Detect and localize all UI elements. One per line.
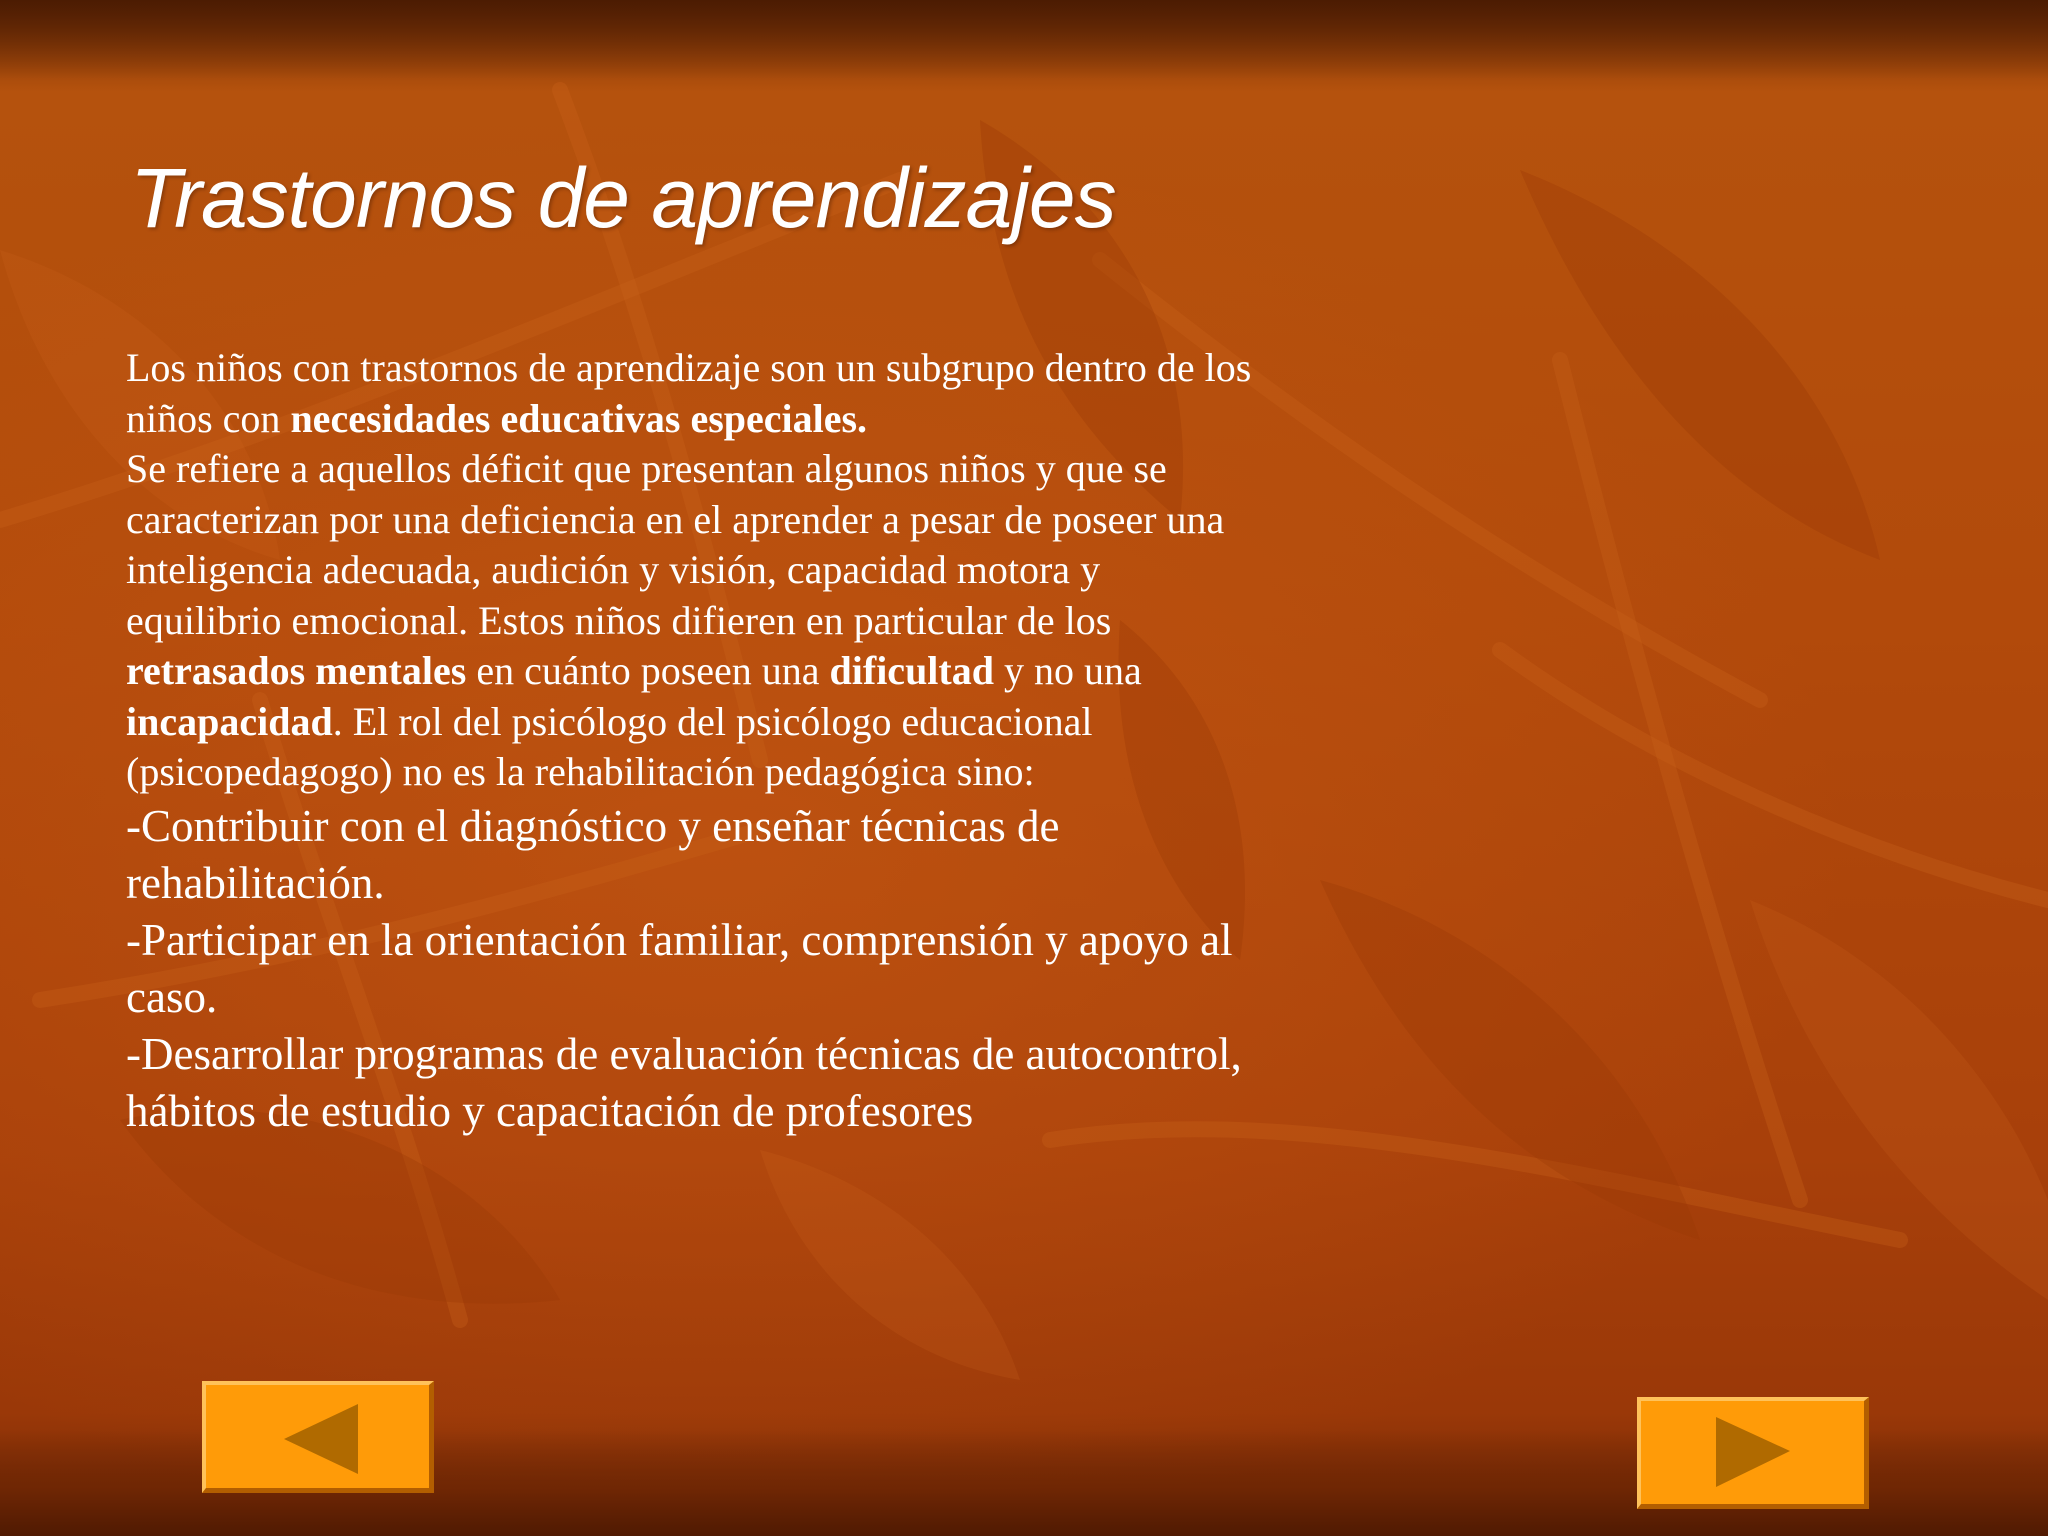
triangle-left-icon: [206, 1385, 429, 1488]
emphasis-text: necesidades educativas especiales.: [290, 395, 868, 441]
body-line: Los niños con trastornos de aprendizaje son un subgrupo dentro de los: [126, 345, 1252, 390]
body-line: caracterizan por una deficiencia en el aprender a pesar de poseer una: [126, 496, 1225, 542]
previous-slide-button[interactable]: [202, 1381, 434, 1493]
body-line: (psicopedagogo) no es la rehabilitación pedagógica sino:: [126, 749, 1035, 794]
body-line: equilibrio emocional. Estos niños difieren en particular de los: [126, 597, 1112, 643]
next-slide-button[interactable]: [1637, 1397, 1869, 1509]
list-item-line: -Contribuir con el diagnóstico y enseñar técnicas de: [126, 800, 1060, 851]
triangle-right-icon: [1641, 1401, 1864, 1504]
body-line: retrasados mentales en cuánto poseen una dificultad y no una: [126, 648, 1142, 693]
list-item-line: -Desarrollar programas de evaluación técnicas de autocontrol,: [126, 1028, 1242, 1079]
emphasis-text: incapacidad: [126, 698, 333, 744]
body-line: Se refiere a aquellos déficit que presentan algunos niños y que se: [126, 446, 1167, 491]
body-line: niños con necesidades educativas especiales.: [126, 395, 868, 441]
top-gradient-band: [0, 0, 2048, 80]
list-item-line: -Participar en la orientación familiar, comprensión y apoyo al: [126, 914, 1233, 965]
body-line: incapacidad. El rol del psicólogo del psicólogo educacional: [126, 698, 1093, 744]
list-item-line: caso.: [126, 971, 218, 1022]
body-line: inteligencia adecuada, audición y visión, capacidad motora y: [126, 547, 1101, 592]
slide-title: Trastornos de aprendizajes: [130, 151, 1116, 245]
list-item-line: hábitos de estudio y capacitación de profesores: [126, 1085, 974, 1136]
list-item-line: rehabilitación.: [126, 857, 385, 908]
emphasis-text: dificultad: [829, 648, 994, 693]
slide-body: [126, 343, 1456, 1140]
emphasis-text: retrasados mentales: [126, 648, 467, 693]
